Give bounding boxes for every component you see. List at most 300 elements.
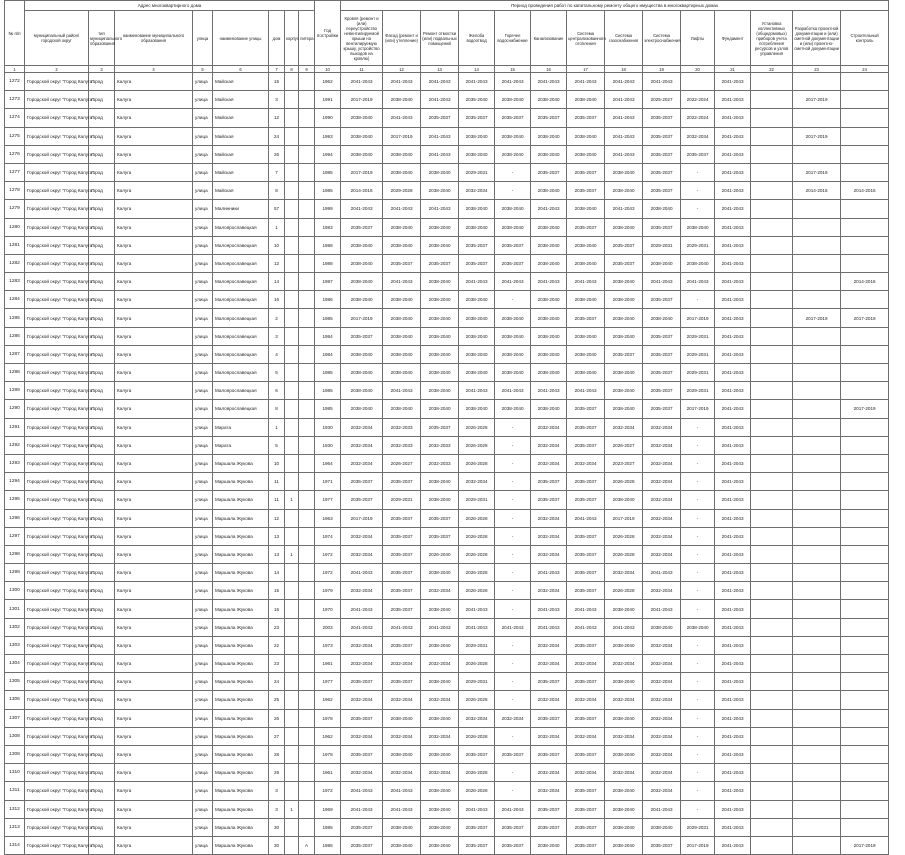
- table-cell: -: [681, 473, 715, 491]
- table-cell: 1284: [5, 291, 25, 309]
- table-cell: 1300: [5, 582, 25, 600]
- table-cell: 23: [269, 618, 285, 636]
- table-cell: -: [495, 727, 531, 745]
- table-cell: 2032-2034: [383, 655, 421, 673]
- table-cell: Малоярославецкая: [213, 345, 269, 363]
- table-cell: 2026-2028: [459, 527, 495, 545]
- table-cell: Майская: [213, 163, 269, 181]
- table-cell: 1297: [5, 527, 25, 545]
- table-cell: 2032-2034: [531, 545, 567, 563]
- table-cell: 2041-2043: [383, 382, 421, 400]
- table-cell: город: [89, 473, 115, 491]
- table-cell: [793, 200, 841, 218]
- table-cell: 2032-2034: [643, 673, 681, 691]
- table-cell: 2038-2040: [421, 636, 459, 654]
- table-cell: 2032-2034: [341, 582, 383, 600]
- table-cell: Калуга: [115, 382, 193, 400]
- table-cell: 2035-2037: [567, 782, 605, 800]
- table-cell: 10: [269, 236, 285, 254]
- table-cell: -: [681, 509, 715, 527]
- table-cell: Калуга: [115, 163, 193, 181]
- table-row: [5, 109, 889, 127]
- table-cell: -: [681, 545, 715, 563]
- table-cell: 2038-2040: [531, 218, 567, 236]
- table-cell: 2029-2031: [459, 673, 495, 691]
- table-cell: -: [495, 782, 531, 800]
- table-row: [5, 818, 889, 836]
- table-cell: 2032-2034: [567, 454, 605, 472]
- table-cell: -: [681, 582, 715, 600]
- table-cell: [299, 400, 315, 418]
- table-cell: 2041-2043: [421, 73, 459, 91]
- table-cell: 2035-2037: [531, 163, 567, 181]
- table-cell: Маршала Жукова: [213, 636, 269, 654]
- table-cell: город: [89, 818, 115, 836]
- table-cell: 2035-2037: [531, 109, 567, 127]
- table-cell: 2038-2040: [421, 564, 459, 582]
- table-cell: Городской округ "Город Калуга": [25, 745, 89, 763]
- table-cell: Марата: [213, 418, 269, 436]
- table-cell: 2041-2043: [715, 200, 751, 218]
- table-cell: 2032-2034: [605, 691, 643, 709]
- table-cell: 2035-2037: [383, 582, 421, 600]
- table-cell: 2032-2034: [341, 636, 383, 654]
- table-cell: 2041-2043: [715, 673, 751, 691]
- table-cell: 2038-2040: [567, 200, 605, 218]
- table-cell: -: [495, 564, 531, 582]
- table-cell: Калуга: [115, 636, 193, 654]
- table-row: [5, 200, 889, 218]
- table-cell: Городской округ "Город Калуга": [25, 163, 89, 181]
- table-cell: 2041-2043: [715, 91, 751, 109]
- table-cell: Калуга: [115, 345, 193, 363]
- table-cell: 2038-2040: [531, 309, 567, 327]
- table-cell: [841, 655, 889, 673]
- table-cell: [841, 454, 889, 472]
- table-cell: [841, 327, 889, 345]
- table-cell: город: [89, 673, 115, 691]
- table-cell: 2022-2024: [681, 109, 715, 127]
- table-cell: 1974: [315, 527, 341, 545]
- table-cell: город: [89, 218, 115, 236]
- table-cell: [751, 673, 793, 691]
- table-cell: 2041-2043: [459, 382, 495, 400]
- column-header: Система электроснабжения: [643, 11, 681, 66]
- table-cell: -: [681, 636, 715, 654]
- table-cell: Городской округ "Город Калуга": [25, 600, 89, 618]
- table-cell: [841, 345, 889, 363]
- table-cell: Калуга: [115, 291, 193, 309]
- table-cell: улица: [193, 345, 213, 363]
- table-cell: 2032-2034: [531, 509, 567, 527]
- table-cell: 2038-2040: [459, 400, 495, 418]
- table-cell: 1999: [315, 200, 341, 218]
- table-cell: 1964: [315, 454, 341, 472]
- table-cell: [751, 327, 793, 345]
- table-cell: 2041-2043: [715, 418, 751, 436]
- table-cell: 2035-2037: [341, 673, 383, 691]
- table-cell: Городской округ "Город Калуга": [25, 273, 89, 291]
- table-cell: 2035-2037: [421, 109, 459, 127]
- table-cell: 2017-2019: [793, 91, 841, 109]
- table-cell: 2038-2040: [341, 400, 383, 418]
- table-cell: 2017-2019: [793, 309, 841, 327]
- table-cell: [285, 564, 299, 582]
- table-cell: 2038-2040: [459, 291, 495, 309]
- table-cell: 2041-2043: [715, 145, 751, 163]
- table-cell: 2041-2043: [643, 273, 681, 291]
- header-year: Год постройки: [315, 1, 341, 66]
- table-cell: -: [495, 764, 531, 782]
- table-cell: Городской округ "Город Калуга": [25, 145, 89, 163]
- table-row: [5, 254, 889, 272]
- table-cell: 2041-2043: [715, 73, 751, 91]
- table-cell: [285, 127, 299, 145]
- table-cell: [841, 145, 889, 163]
- table-cell: 2014-2016: [341, 182, 383, 200]
- table-cell: 11: [269, 473, 285, 491]
- table-cell: 2026-2028: [459, 454, 495, 472]
- table-cell: [285, 764, 299, 782]
- table-cell: 2038-2040: [531, 236, 567, 254]
- table-cell: улица: [193, 163, 213, 181]
- table-cell: 2035-2037: [341, 218, 383, 236]
- table-cell: Калуга: [115, 582, 193, 600]
- table-cell: 2032-2034: [643, 491, 681, 509]
- table-cell: 2041-2043: [341, 782, 383, 800]
- table-cell: [751, 745, 793, 763]
- table-cell: [793, 218, 841, 236]
- table-cell: Калуга: [115, 145, 193, 163]
- table-cell: 2017-2019: [383, 127, 421, 145]
- table-cell: [793, 145, 841, 163]
- table-cell: 2038-2040: [605, 782, 643, 800]
- table-cell: улица: [193, 818, 213, 836]
- table-cell: Калуга: [115, 182, 193, 200]
- table-cell: [841, 509, 889, 527]
- table-cell: 2038-2040: [567, 127, 605, 145]
- table-cell: [793, 273, 841, 291]
- table-cell: 2035-2037: [383, 473, 421, 491]
- table-cell: 2041-2043: [715, 618, 751, 636]
- table-cell: 2032-2034: [531, 727, 567, 745]
- table-cell: [285, 618, 299, 636]
- table-cell: [751, 182, 793, 200]
- table-row: [5, 309, 889, 327]
- table-cell: 2038-2040: [421, 273, 459, 291]
- table-cell: 12: [269, 509, 285, 527]
- column-header: Разработка проектной документации и (или) сметной документации и (или) проектно-сметной документации: [793, 11, 841, 66]
- table-cell: Городской округ "Город Калуга": [25, 709, 89, 727]
- table-cell: 1287: [5, 345, 25, 363]
- table-cell: [751, 618, 793, 636]
- table-cell: 2035-2037: [567, 818, 605, 836]
- table-cell: [299, 764, 315, 782]
- table-cell: 2022-2024: [681, 91, 715, 109]
- table-cell: -: [495, 509, 531, 527]
- table-cell: 2029-2031: [681, 818, 715, 836]
- table-cell: Маршала Жукова: [213, 782, 269, 800]
- table-cell: 24: [269, 673, 285, 691]
- table-cell: [299, 709, 315, 727]
- table-cell: город: [89, 418, 115, 436]
- table-cell: [285, 109, 299, 127]
- table-cell: 2035-2037: [567, 836, 605, 854]
- table-cell: [841, 73, 889, 91]
- table-cell: [299, 636, 315, 654]
- column-number: 3: [89, 66, 115, 73]
- table-cell: 24: [269, 127, 285, 145]
- table-cell: 2038-2040: [495, 218, 531, 236]
- table-cell: Малинники: [213, 200, 269, 218]
- table-cell: Калуга: [115, 91, 193, 109]
- table-cell: [285, 836, 299, 854]
- table-cell: [793, 509, 841, 527]
- header-row: [5, 11, 889, 66]
- column-number: 9: [299, 66, 315, 73]
- table-cell: [793, 491, 841, 509]
- table-cell: 2032-2034: [341, 527, 383, 545]
- table-cell: [285, 818, 299, 836]
- table-cell: 2041-2043: [341, 73, 383, 91]
- table-cell: 1298: [5, 545, 25, 563]
- table-row: [5, 345, 889, 363]
- table-cell: [299, 273, 315, 291]
- table-cell: 2038-2040: [643, 818, 681, 836]
- table-cell: 27: [269, 727, 285, 745]
- table-cell: -: [681, 800, 715, 818]
- table-cell: [285, 364, 299, 382]
- table-cell: 2026-2028: [605, 582, 643, 600]
- table-cell: 2041-2043: [715, 182, 751, 200]
- table-cell: улица: [193, 473, 213, 491]
- table-cell: 2041-2043: [715, 745, 751, 763]
- table-cell: 2035-2037: [567, 473, 605, 491]
- table-cell: улица: [193, 764, 213, 782]
- table-cell: [793, 291, 841, 309]
- table-cell: Малоярославецкая: [213, 364, 269, 382]
- table-cell: Калуга: [115, 400, 193, 418]
- table-cell: 2041-2043: [567, 73, 605, 91]
- table-cell: 2041-2043: [341, 618, 383, 636]
- table-cell: 1978: [315, 745, 341, 763]
- register-sheet: [4, 0, 899, 848]
- table-cell: 2041-2043: [715, 509, 751, 527]
- table-cell: 2041-2043: [567, 600, 605, 618]
- table-cell: улица: [193, 618, 213, 636]
- table-cell: [285, 291, 299, 309]
- table-cell: 2038-2040: [421, 491, 459, 509]
- table-cell: 2029-2031: [681, 364, 715, 382]
- table-row: [5, 600, 889, 618]
- table-cell: 2032-2034: [341, 691, 383, 709]
- table-cell: 2035-2037: [567, 673, 605, 691]
- table-cell: [751, 764, 793, 782]
- table-cell: 1303: [5, 636, 25, 654]
- table-cell: Калуга: [115, 655, 193, 673]
- table-cell: 1294: [5, 473, 25, 491]
- table-cell: 2035-2037: [421, 509, 459, 527]
- table-cell: 2038-2040: [495, 91, 531, 109]
- table-cell: [793, 655, 841, 673]
- table-cell: улица: [193, 836, 213, 854]
- table-cell: Маршала Жукова: [213, 509, 269, 527]
- table-cell: улица: [193, 673, 213, 691]
- table-cell: 2017-2019: [841, 309, 889, 327]
- table-cell: [285, 200, 299, 218]
- table-cell: Городской округ "Город Калуга": [25, 109, 89, 127]
- table-cell: город: [89, 691, 115, 709]
- table-cell: 2038-2040: [567, 291, 605, 309]
- table-cell: 57: [269, 200, 285, 218]
- table-cell: 2029-2031: [459, 636, 495, 654]
- table-cell: 1985: [315, 364, 341, 382]
- column-header: наименование улицы: [213, 11, 269, 66]
- table-cell: город: [89, 345, 115, 363]
- table-cell: 2038-2040: [341, 109, 383, 127]
- table-cell: 2041-2043: [383, 618, 421, 636]
- table-cell: 2038-2040: [531, 400, 567, 418]
- table-cell: Калуга: [115, 745, 193, 763]
- table-cell: 28: [269, 745, 285, 763]
- table-cell: [299, 782, 315, 800]
- table-cell: -: [495, 636, 531, 654]
- table-cell: [285, 236, 299, 254]
- table-cell: 2035-2037: [459, 254, 495, 272]
- table-cell: 2041-2043: [643, 800, 681, 818]
- table-cell: 2038-2040: [495, 200, 531, 218]
- table-cell: [285, 691, 299, 709]
- table-cell: 16: [269, 600, 285, 618]
- table-cell: улица: [193, 709, 213, 727]
- table-cell: Городской округ "Город Калуга": [25, 564, 89, 582]
- table-cell: -: [681, 491, 715, 509]
- table-cell: [841, 382, 889, 400]
- table-cell: [299, 673, 315, 691]
- table-cell: 2035-2037: [383, 527, 421, 545]
- table-cell: -: [681, 436, 715, 454]
- table-cell: 2038-2040: [459, 200, 495, 218]
- table-row: [5, 745, 889, 763]
- table-cell: 2035-2037: [383, 254, 421, 272]
- table-cell: 2035-2037: [459, 745, 495, 763]
- table-cell: 2032-2034: [341, 454, 383, 472]
- table-cell: 2038-2040: [421, 745, 459, 763]
- table-cell: 2025-2027: [643, 91, 681, 109]
- table-cell: 2038-2040: [383, 745, 421, 763]
- table-cell: улица: [193, 564, 213, 582]
- table-cell: [751, 345, 793, 363]
- table-cell: [285, 745, 299, 763]
- table-cell: 2041-2043: [495, 273, 531, 291]
- table-cell: 1295: [5, 491, 25, 509]
- table-cell: 2038-2040: [383, 327, 421, 345]
- table-cell: 1972: [315, 564, 341, 582]
- table-cell: улица: [193, 745, 213, 763]
- table-cell: -: [495, 163, 531, 181]
- table-cell: 1282: [5, 254, 25, 272]
- table-cell: Городской округ "Город Калуга": [25, 400, 89, 418]
- table-cell: [751, 291, 793, 309]
- table-cell: 12: [269, 254, 285, 272]
- table-cell: 15: [269, 582, 285, 600]
- table-cell: 2014-2016: [793, 182, 841, 200]
- table-cell: 2041-2043: [531, 382, 567, 400]
- table-cell: 2032-2034: [605, 564, 643, 582]
- table-cell: 2029-2031: [681, 327, 715, 345]
- column-header: муниципальный район/городской округ: [25, 11, 89, 66]
- table-cell: [299, 236, 315, 254]
- table-cell: 2038-2040: [605, 327, 643, 345]
- table-cell: 2038-2040: [531, 364, 567, 382]
- table-cell: 2032-2034: [459, 709, 495, 727]
- group-address: Адрес многоквартирного дома: [25, 1, 315, 11]
- table-cell: Малоярославецкая: [213, 327, 269, 345]
- table-cell: 2032-2034: [643, 764, 681, 782]
- table-cell: 2032-2034: [643, 745, 681, 763]
- table-cell: [841, 491, 889, 509]
- table-cell: Малоярославецкая: [213, 273, 269, 291]
- table-cell: [299, 527, 315, 545]
- table-cell: 2038-2040: [383, 345, 421, 363]
- table-cell: 1: [269, 418, 285, 436]
- table-cell: 2: [269, 309, 285, 327]
- table-cell: Маршала Жукова: [213, 473, 269, 491]
- table-cell: [751, 691, 793, 709]
- table-cell: 2041-2043: [605, 145, 643, 163]
- table-cell: город: [89, 527, 115, 545]
- table-row: [5, 800, 889, 818]
- table-cell: 1961: [315, 764, 341, 782]
- table-cell: улица: [193, 418, 213, 436]
- table-cell: город: [89, 564, 115, 582]
- table-cell: улица: [193, 254, 213, 272]
- table-cell: город: [89, 745, 115, 763]
- column-number: 16: [531, 66, 567, 73]
- table-cell: [793, 73, 841, 91]
- table-cell: [793, 636, 841, 654]
- table-cell: 2035-2037: [531, 818, 567, 836]
- table-cell: 13: [269, 545, 285, 563]
- table-cell: 1985: [315, 163, 341, 181]
- table-cell: -: [495, 655, 531, 673]
- table-cell: город: [89, 309, 115, 327]
- table-cell: [751, 545, 793, 563]
- table-cell: 2038-2040: [383, 91, 421, 109]
- table-cell: -: [495, 582, 531, 600]
- table-cell: [841, 163, 889, 181]
- table-cell: [841, 764, 889, 782]
- table-cell: 2041-2043: [715, 782, 751, 800]
- table-cell: 2029-2031: [643, 236, 681, 254]
- table-cell: [285, 727, 299, 745]
- column-number: 2: [25, 66, 89, 73]
- table-cell: Калуга: [115, 436, 193, 454]
- table-cell: -: [495, 545, 531, 563]
- table-body: [5, 73, 889, 855]
- table-cell: 2041-2043: [531, 273, 567, 291]
- table-cell: 1304: [5, 655, 25, 673]
- table-cell: 2038-2040: [605, 673, 643, 691]
- table-cell: 2038-2040: [459, 127, 495, 145]
- table-cell: 2038-2040: [567, 364, 605, 382]
- table-row: [5, 691, 889, 709]
- table-cell: 1972: [315, 545, 341, 563]
- table-cell: 1314: [5, 836, 25, 854]
- table-cell: 1985: [315, 818, 341, 836]
- table-cell: 2026-2027: [383, 454, 421, 472]
- table-cell: [793, 382, 841, 400]
